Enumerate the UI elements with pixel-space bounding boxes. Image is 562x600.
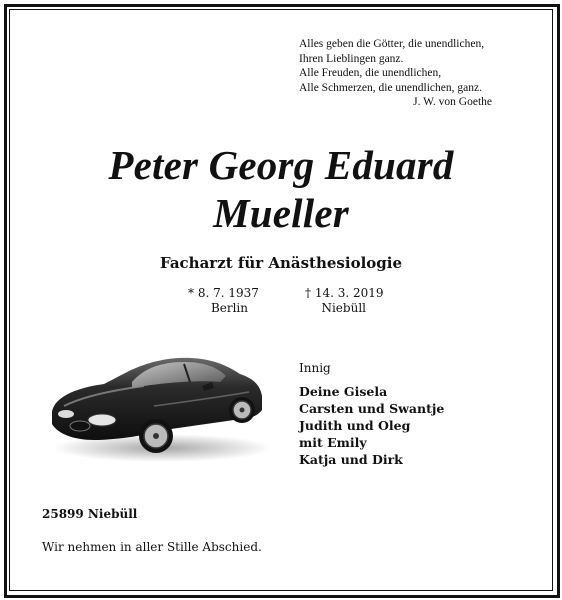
mourner-name: Deine Gisela [299, 384, 388, 399]
birth-place: Berlin [210, 301, 248, 315]
birth-info [188, 286, 268, 316]
deceased-name-line2: Mueller [213, 190, 349, 236]
death-date: † 14. 3. 2019 [305, 286, 384, 300]
location: 25899 Niebüll [42, 507, 138, 521]
death-info [305, 286, 385, 316]
quote-line: Alle Schmerzen, die unendlichen, ganz. [299, 81, 482, 94]
goethe-quote [299, 37, 514, 95]
deceased-name-line1: Peter Georg Eduard [108, 142, 454, 188]
mourners-intro: Innig [299, 361, 331, 375]
mourner-name: Judith und Oleg [299, 418, 411, 433]
mourner-name: mit Emily [299, 435, 367, 450]
quote-line: Alles geben die Götter, die unendlichen, [299, 38, 485, 50]
quote-author: J. W. von Goethe [413, 96, 492, 108]
farewell-text: Wir nehmen in aller Stille Abschied. [42, 540, 262, 554]
sports-car-photo [44, 348, 270, 466]
birth-date: * 8. 7. 1937 [188, 286, 259, 300]
mourners-list [299, 383, 444, 468]
mourner-name: Carsten und Swantje [299, 401, 445, 416]
profession: Facharzt für Anästhesiologie [159, 254, 403, 272]
mourner-name: Katja und Dirk [299, 452, 403, 467]
quote-line: Ihren Lieblingen ganz. [299, 52, 404, 65]
death-place: Niebüll [321, 301, 366, 315]
quote-line: Alle Freuden, die unendlichen, [299, 67, 442, 79]
